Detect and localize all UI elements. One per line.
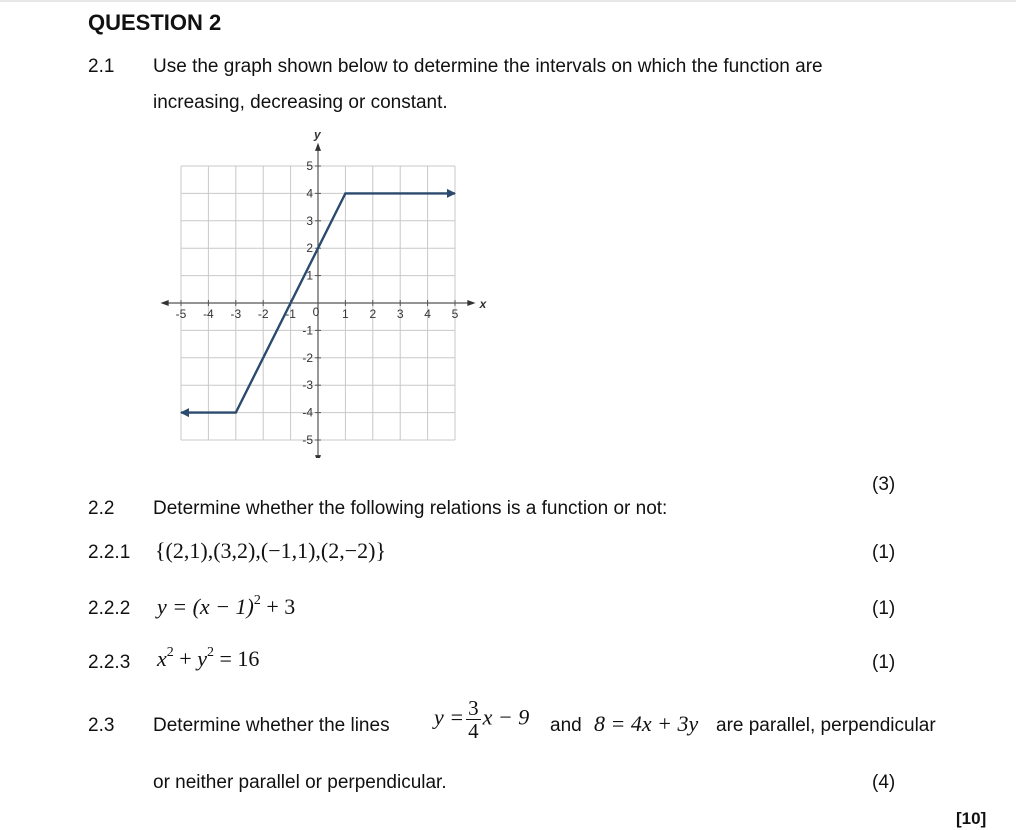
var-y: y	[197, 646, 207, 671]
plus: +	[173, 646, 198, 671]
y-tick-label: 4	[306, 186, 313, 201]
x-tick-label: -5	[175, 307, 187, 321]
function-graph	[150, 128, 495, 458]
y-axis-label: y	[314, 128, 321, 142]
x-axis-label: x	[479, 297, 487, 311]
exponent: 2	[253, 592, 261, 608]
expr-part-a: y = (x − 1)	[157, 594, 254, 619]
var-x: x	[157, 646, 167, 671]
x-tick-label: 4	[424, 307, 431, 321]
expr-part-b: + 3	[260, 594, 296, 619]
q2-2-3-marks: (1)	[872, 652, 896, 673]
y-tick-label: -1	[302, 323, 313, 338]
q2-1-text-line2: increasing, decreasing or constant.	[153, 92, 448, 113]
q2-2-1-marks: (1)	[872, 542, 896, 563]
q2-3-and: and	[550, 715, 582, 736]
y-axis-arrow-up	[315, 143, 321, 151]
x-tick-label: 3	[396, 307, 404, 321]
question-heading: QUESTION 2	[88, 10, 222, 35]
y-tick-label: 5	[306, 159, 313, 173]
x-tick-label: 1	[342, 307, 349, 321]
q2-2-number: 2.2	[88, 498, 115, 519]
y-tick-label: 1	[306, 268, 313, 283]
x-tick-label: -2	[257, 307, 269, 321]
top-divider	[0, 0, 1016, 2]
q2-3-marks: (4)	[872, 772, 896, 793]
x-tick-label: -3	[230, 307, 242, 321]
graph-axes	[160, 128, 487, 458]
eq1-lhs: y =	[434, 704, 465, 730]
q2-2-1-number: 2.2.1	[88, 542, 131, 563]
q2-2-1-expression: {(2,1),(3,2),(−1,1),(2,−2)}	[155, 538, 387, 563]
q2-3-equation-2	[594, 711, 698, 737]
q2-1-marks: (3)	[872, 474, 896, 495]
y-tick-label: -3	[302, 378, 313, 393]
x-tick-label: 5	[451, 307, 459, 321]
exponent-1: 2	[166, 644, 174, 660]
y-axis-arrow-down	[315, 455, 321, 458]
y-tick-label: 3	[306, 213, 313, 228]
origin-label: 0	[312, 305, 320, 319]
x-tick-label: -1	[285, 307, 296, 321]
q2-1-number: 2.1	[88, 56, 115, 77]
exponent-2: 2	[206, 644, 214, 660]
q2-3-number: 2.3	[88, 715, 115, 736]
q2-3-text-start: Determine whether the lines	[153, 715, 390, 736]
q2-2-2-marks: (1)	[872, 598, 896, 619]
eq2-text: 8 = 4x + 3y	[594, 711, 699, 736]
fraction	[466, 697, 481, 742]
q2-1-text-line1: Use the graph shown below to determine the intervals on which the function are	[153, 56, 823, 77]
y-tick-label: -5	[302, 433, 313, 447]
x-tick-label: 2	[369, 307, 377, 321]
q2-3-equation-1	[434, 697, 529, 742]
y-tick-label: -4	[302, 405, 313, 420]
fraction-denominator: 4	[468, 719, 479, 743]
q2-2-2-number: 2.2.2	[88, 598, 131, 619]
fraction-numerator: 3	[468, 696, 479, 720]
total-marks: [10]	[956, 809, 987, 828]
x-tick-label: -4	[203, 307, 214, 321]
q2-2-3-expression	[157, 646, 259, 672]
q2-3-text-end: are parallel, perpendicular	[716, 715, 936, 736]
eq1-rhs: x − 9	[482, 704, 530, 730]
x-axis-arrow-right	[467, 300, 475, 306]
y-tick-label: -2	[302, 350, 313, 365]
q2-3-text-line2: or neither parallel or perpendicular.	[153, 772, 447, 793]
rhs: = 16	[213, 646, 260, 671]
y-tick-label: 2	[306, 241, 313, 256]
q2-2-2-expression	[157, 594, 295, 620]
q2-2-3-number: 2.2.3	[88, 652, 131, 673]
q2-2-text: Determine whether the following relations is a function or not:	[153, 498, 668, 519]
x-axis-arrow-left	[160, 300, 168, 306]
